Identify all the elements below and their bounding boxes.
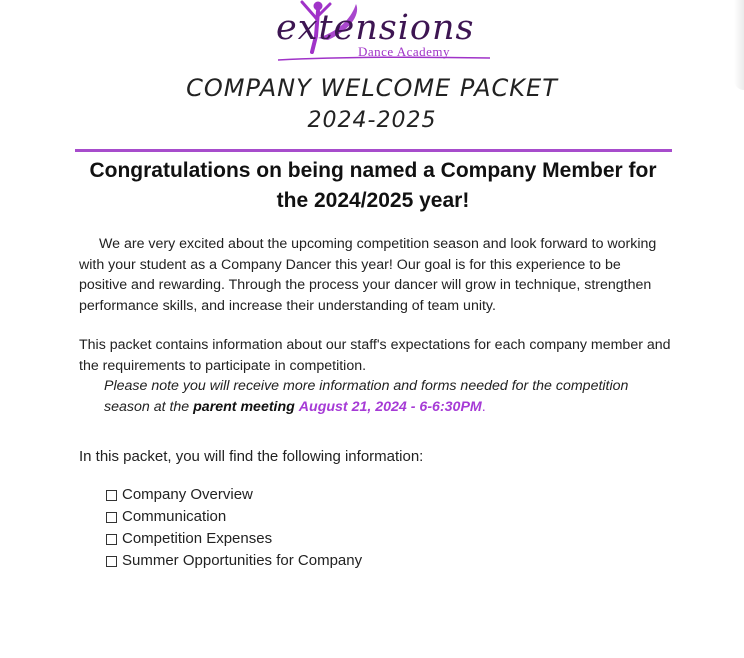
list-intro: In this packet, you will find the following information: [79,448,424,465]
list-item [104,528,362,550]
checkbox-square-icon [106,556,117,567]
list-item-label: Summer Opportunities for Company [122,552,363,569]
congratulations-headline: Congratulations on being named a Company Member for the 2024/2025 year! [89,159,657,212]
parent-meeting-note [104,376,674,417]
academy-logo [258,0,494,66]
checkbox-square-icon [106,512,117,523]
list-item [104,484,362,506]
note-meeting-date: August 21, 2024 - 6-6:30PM [298,398,482,415]
intro-paragraph: We are very excited about the upcoming competition season and look forward to working with your student as a Company Dancer this year! Our goal is for this experience to be positive and rewarding. Through the process your dancer will grow in technique, strengthen performance skills, and increase their understanding of team unity. [79,236,657,314]
page-edge-shadow [734,0,744,90]
page-title: COMPANY WELCOME PACKET [186,74,558,102]
page-subtitle-year: 2024-2025 [307,108,437,133]
note-parent-meeting: parent meeting [193,398,295,415]
logo-subtitle: Dance Academy [358,44,451,59]
note-period: . [481,398,486,415]
list-item-label: Competition Expenses [122,530,273,547]
list-item [104,550,362,572]
list-item-label: Communication [122,508,227,525]
logo-wordmark: extensions [276,8,475,48]
list-item [104,506,362,528]
title-divider [75,149,672,152]
packet-paragraph: This packet contains information about our staff's expectations for each company member and the requirements to participate in competition. [79,337,671,374]
note-text: Please note you will receive more information and forms needed for the competition season at the [104,378,629,415]
list-item-label: Company Overview [122,486,253,503]
contents-list [104,484,362,572]
checkbox-square-icon [106,490,117,501]
checkbox-square-icon [106,534,117,545]
